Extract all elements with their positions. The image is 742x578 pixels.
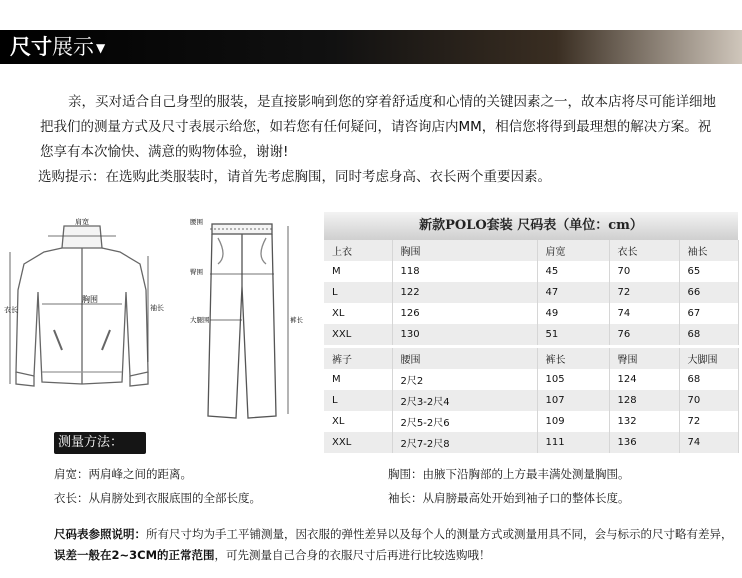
table-cell: 132 — [609, 411, 679, 432]
def-length: 衣长：从肩膀处到衣服底围的全部长度。 — [54, 491, 261, 505]
size-table — [324, 240, 739, 453]
table-cell: 128 — [609, 390, 679, 411]
jacket-diagram — [4, 212, 168, 400]
table-cell: M — [324, 261, 392, 282]
pants-measure-lines — [210, 226, 288, 414]
table-cell: 66 — [679, 282, 738, 303]
caret-down-icon: ▼ — [96, 41, 106, 55]
note-text-1: 所有尺寸均为手工平铺测量，因衣服的弹性差异以及每个人的测量方式或测量用具不同，会与标示的尺寸略有差异， — [146, 527, 733, 541]
table-cell: 109 — [537, 411, 609, 432]
pants-label-length: 裤长 — [290, 316, 303, 324]
jacket-label-chest: 胸围 — [82, 295, 98, 304]
table-cell: 130 — [392, 324, 537, 345]
table-header-cell: 大脚围 — [679, 348, 738, 369]
table-cell: 2尺2 — [392, 369, 537, 390]
table-cell: 122 — [392, 282, 537, 303]
table-row — [324, 282, 738, 303]
size-chart-title: 新款POLO套装 尺码表（单位：cm） — [324, 212, 738, 240]
section-title-bold: 尺寸 — [10, 35, 52, 59]
section-banner — [0, 30, 742, 64]
table-header-cell: 裤子 — [324, 348, 392, 369]
table-header-cell: 臀围 — [609, 348, 679, 369]
table-cell: 70 — [609, 261, 679, 282]
table-cell: 51 — [537, 324, 609, 345]
jacket-label-shoulder: 肩宽 — [75, 218, 89, 226]
size-chart — [324, 212, 738, 453]
purchase-tip: 选购提示：在选购此类服装时，请首先考虑胸围，同时考虑身高、衣长两个重要因素。 — [38, 169, 551, 185]
table-header-cell: 腰围 — [392, 348, 537, 369]
table-cell: L — [324, 282, 392, 303]
table-cell: 49 — [537, 303, 609, 324]
table-row — [324, 369, 738, 390]
pants-outline-icon — [208, 224, 276, 418]
table-row — [324, 261, 738, 282]
table-row — [324, 411, 738, 432]
table-header-cell: 上衣 — [324, 240, 392, 261]
table-cell: 72 — [679, 411, 738, 432]
table-cell: 118 — [392, 261, 537, 282]
table-row — [324, 324, 738, 345]
table-cell: 107 — [537, 390, 609, 411]
table-row — [324, 303, 738, 324]
table-header-cell: 裤长 — [537, 348, 609, 369]
table-cell: 126 — [392, 303, 537, 324]
table-row — [324, 390, 738, 411]
table-header-cell: 衣长 — [609, 240, 679, 261]
jacket-label-sleeve: 袖长 — [150, 304, 164, 312]
note-lead: 尺码表参照说明： — [54, 527, 146, 541]
top-header-row — [324, 240, 738, 261]
pants-label-waist: 腰围 — [190, 218, 203, 226]
table-cell: 124 — [609, 369, 679, 390]
table-cell: 47 — [537, 282, 609, 303]
table-header-cell: 袖长 — [679, 240, 738, 261]
table-cell: 76 — [609, 324, 679, 345]
table-cell: 68 — [679, 324, 738, 345]
table-cell: XXL — [324, 324, 392, 345]
table-cell: 2尺3-2尺4 — [392, 390, 537, 411]
note-text-2: ，可先测量自己合身的衣服尺寸后再进行比较选购哦！ — [214, 548, 491, 562]
def-shoulder: 肩宽：两肩峰之间的距离。 — [54, 467, 192, 481]
pants-label-thigh: 大腿围 — [190, 316, 210, 324]
table-cell: 136 — [609, 432, 679, 453]
note-bold: 误差一般在2~3CM的正常范围 — [54, 548, 215, 562]
table-cell: 74 — [609, 303, 679, 324]
section-title-rest: 展示 — [52, 35, 94, 59]
table-cell: 111 — [537, 432, 609, 453]
table-cell: XL — [324, 411, 392, 432]
section-title — [10, 32, 105, 63]
table-cell: 68 — [679, 369, 738, 390]
table-cell: 72 — [609, 282, 679, 303]
table-cell: 74 — [679, 432, 738, 453]
pants-label-hip: 臀围 — [190, 268, 203, 276]
table-cell: 65 — [679, 261, 738, 282]
table-cell: M — [324, 369, 392, 390]
table-cell: 67 — [679, 303, 738, 324]
table-header-cell: 胸围 — [392, 240, 537, 261]
jacket-outline-icon — [16, 226, 148, 386]
table-cell: 105 — [537, 369, 609, 390]
table-cell: XL — [324, 303, 392, 324]
table-cell: 2尺7-2尺8 — [392, 432, 537, 453]
size-note — [54, 524, 734, 566]
table-cell: 70 — [679, 390, 738, 411]
def-chest: 胸围：由腋下沿胸部的上方最丰满处测量胸围。 — [388, 467, 630, 481]
table-row — [324, 432, 738, 453]
table-cell: 45 — [537, 261, 609, 282]
table-cell: L — [324, 390, 392, 411]
def-sleeve: 袖长：从肩膀最高处开始到袖子口的整体长度。 — [388, 491, 630, 505]
jacket-label-length: 衣长 — [4, 306, 18, 314]
table-header-cell: 肩宽 — [537, 240, 609, 261]
pants-header-row — [324, 348, 738, 369]
pants-diagram — [188, 216, 308, 426]
table-cell: XXL — [324, 432, 392, 453]
table-cell: 2尺5-2尺6 — [392, 411, 537, 432]
measure-method-label: 测量方法： — [54, 432, 146, 454]
intro-paragraph: 亲，买对适合自己身型的服装，是直接影响到您的穿着舒适度和心情的关键因素之一，故本店将尽可能详细地把我们的测量方式及尺寸表展示给您，如若您有任何疑问，请咨询店内MM，相信您将得到最理想的解决方案。祝您享有本次愉快、满意的购物体验，谢谢! — [40, 94, 716, 160]
intro-text — [40, 90, 720, 190]
